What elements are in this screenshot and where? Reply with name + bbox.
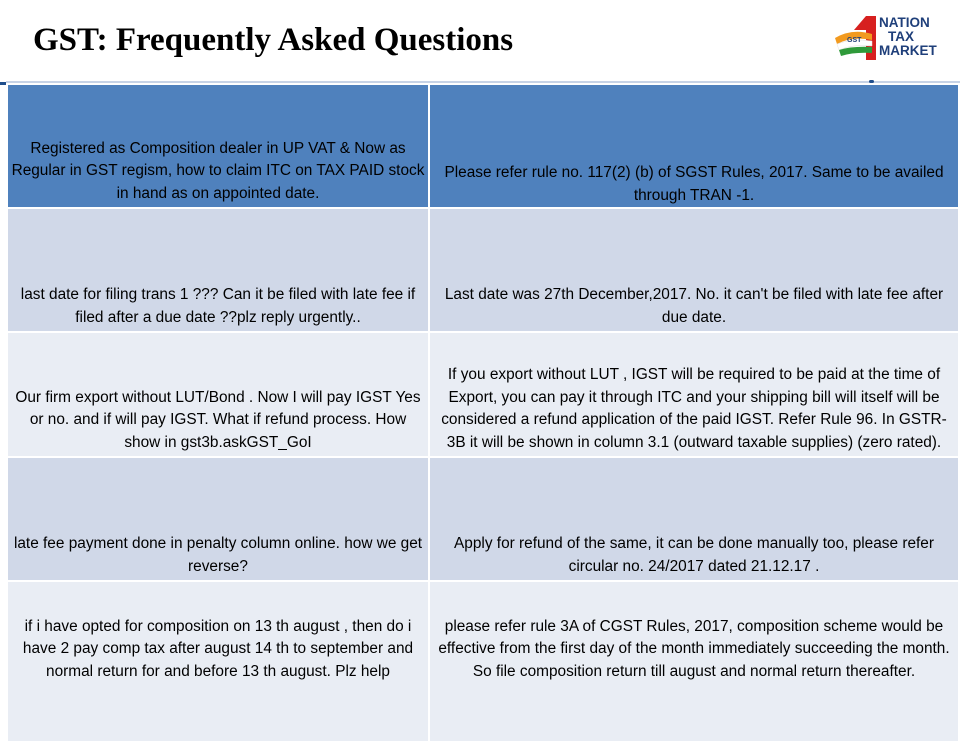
faq-answer: please refer rule 3A of CGST Rules, 2017, composition scheme would be effective from the first day of the month immediately succeeding the month. So file composition return till august and normal return thereafter. <box>429 581 959 742</box>
faq-row <box>7 581 959 742</box>
faq-row <box>7 332 959 457</box>
logo-line-1: NATION <box>879 15 930 30</box>
faq-answer: Please refer rule no. 117(2) (b) of SGST Rules, 2017. Same to be availed through TRAN -1. <box>429 84 959 208</box>
faq-row <box>7 84 959 208</box>
faq-table <box>6 83 960 743</box>
faq-question: last date for filing trans 1 ??? Can it be filed with late fee if filed after a due date ??plz reply urgently.. <box>7 208 429 332</box>
faq-answer: If you export without LUT , IGST will be required to be paid at the time of Export, you can pay it through ITC and your shipping bill will itself will be considered a refund application of the paid IGST. Refer Rule 96. In GSTR-3B it will be shown in column 3.1 (outward taxable supplies) (zero rated). <box>429 332 959 457</box>
faq-row <box>7 208 959 332</box>
page-title: GST: Frequently Asked Questions <box>33 22 514 58</box>
nation-tax-market-logo <box>832 10 954 70</box>
logo-line-2: TAX <box>888 29 914 44</box>
logo-mark-text: GST <box>847 37 862 44</box>
faq-answer: Last date was 27th December,2017. No. it can't be filed with late fee after due date. <box>429 208 959 332</box>
faq-answer: Apply for refund of the same, it can be done manually too, please refer circular no. 24/2017 dated 21.12.17 . <box>429 457 959 581</box>
faq-question: if i have opted for composition on 13 th august , then do i have 2 pay comp tax after august 14 th to september and normal return for and before 13 th august. Plz help <box>7 581 429 742</box>
faq-question: Registered as Composition dealer in UP VAT & Now as Regular in GST regism, how to claim ITC on TAX PAID stock in hand as on appointed date. <box>7 84 429 208</box>
faq-question: Our firm export without LUT/Bond . Now I will pay IGST Yes or no. and if will pay IGST. What if refund process. How show in gst3b.askGST_GoI <box>7 332 429 457</box>
faq-row <box>7 457 959 581</box>
logo-line-3: MARKET <box>879 43 937 58</box>
faq-question: late fee payment done in penalty column online. how we get reverse? <box>7 457 429 581</box>
